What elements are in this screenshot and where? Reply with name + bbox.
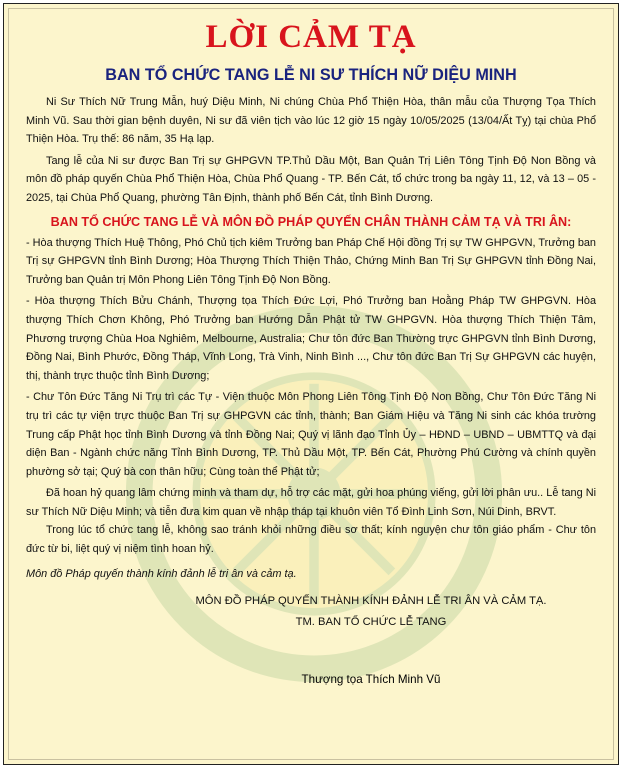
thanks-heading: BAN TỔ CHỨC TANG LỄ VÀ MÔN ĐỒ PHÁP QUYẾN CHÂN THÀNH CẢM TẠ VÀ TRI ÂN: [50, 214, 572, 229]
thanks-item-2: - Hòa thượng Thích Bửu Chánh, Thượng tọa Thích Đức Lợi, Phó Trưởng ban Hoằng Pháp TW GHPGVN. Hòa thượng Thích Chơn Không, Phó Trưởng ban Hướng Dẫn Phật tử TW GHPGVN. Hòa thượng Thích Thiện Tâm, Phương trượng Chùa Hoa Nghiêm, Melbourne, Australia; Chư tôn đức Ban Thường trực GHPGVN tỉnh Bình Dương, Đồng Nai, Bình Phước, Đồng Tháp, Vĩnh Long, Trà Vinh, Ninh Bình ..., Chư tôn đức Ban Trị Sự GHPGVN các huyện, thị, thành trực thuộc tỉnh Bình Dương; [26, 295, 596, 382]
obituary-notice [3, 3, 619, 765]
signature-block [146, 591, 596, 633]
closing-paragraph-2: Trong lúc tổ chức tang lễ, không sao tránh khỏi những điều sơ thất; kính nguyện chư tôn giáo phẩm - Chư tôn đức từ bi, liệt quý vị niệm tình hoan hỷ. [26, 524, 596, 556]
closing-paragraph-1: Đã hoan hỷ quang lâm chứng minh và tham dự, hỗ trợ các mặt, gửi hoa phúng viếng, gửi lời phân ưu.. Lễ tang Ni sư Thích Nữ Diệu Minh; và tiễn đưa kim quan về nhập tháp tại khuôn viên Tổ Đình Linh Sơn, Núi Dinh, BRVT. [26, 487, 596, 518]
intro-paragraph-2: Tang lễ của Ni sư được Ban Trị sự GHPGVN TP.Thủ Dầu Một, Ban Quản Trị Liên Tông Tịnh Độ Non Bồng và môn đồ pháp quyến Chùa Phổ Thiện Hòa, Chùa Phổ Quang - TP. Bến Cát, tổ chức trong ba ngày 11, 12, và 13 – 05 - 2025, tại Chùa Phổ Quang, phường Tân Định, thành phố Bến Cát, tỉnh Bình Dương. [26, 154, 596, 204]
intro-paragraph-1: Ni Sư Thích Nữ Trung Mẫn, huý Diệu Minh, Ni chúng Chùa Phổ Thiện Hòa, thân mẫu của Thượng Tọa Thích Minh Vũ. Sau thời gian bệnh duyên, Ni sư đã viên tịch vào lúc 12 giờ 15 ngày 10/05/2025 (13/04/Ất Tỵ) tại chùa Phổ Thiện Hòa. Trụ thế: 86 năm, 35 Hạ lạp. [26, 96, 596, 146]
notice-content [26, 4, 596, 686]
signature-line-2: TM. BAN TỔ CHỨC LỄ TANG [295, 616, 447, 629]
organizing-committee-heading: BAN TỔ CHỨC TANG LỄ NI SƯ THÍCH NỮ DIỆU MINH [105, 66, 517, 84]
thanks-item-3: - Chư Tôn Đức Tăng Ni Trụ trì các Tự - Viện thuộc Môn Phong Liên Tông Tịnh Độ Non Bồng, Chư Tôn Đức Tăng Ni trụ trì các tự viện trực thuộc Ban Trị sự GHPGVN các tỉnh, thành; Ban Giám Hiệu và Tăng Ni sinh các khóa trường Trung cấp Phật học tỉnh Bình Dương và tỉnh Đồng Nai; Quý vị lãnh đạo Tỉnh Ủy – HĐND – UBND – UBMTTQ và đại diện Ban - Ngành chức năng Tỉnh Bình Dương, TP. Thủ Dầu Một, TP. Bến Cát, Phường Phú Cường và chính quyền phường sở tại; Quý bà con thân hữu; Cùng toàn thể Phật tử; [26, 391, 596, 478]
thanks-item-1: - Hòa thượng Thích Huệ Thông, Phó Chủ tịch kiêm Trưởng ban Pháp Chế Hội đồng Trị sự TW GHPGVN, Trưởng ban Trị sự GHPGVN tỉnh Bình Dương; Hòa Thượng Thích Thiện Thảo, Chứng Minh Ban Trị Sự GHPGVN tỉnh Đồng Nai, Trưởng ban Quản trị Môn Phong Liên Tông Tịnh Độ Non Bồng. [26, 236, 596, 286]
signature-line-1: MÔN ĐỒ PHÁP QUYẾN THÀNH KÍNH ĐẢNH LỄ TRI ÂN VÀ CẢM TẠ. [195, 595, 547, 608]
notice-title: LỜI CẢM TẠ [205, 19, 417, 55]
signer-name: Thượng tọa Thích Minh Vũ [301, 673, 441, 687]
italic-gratitude-note: Môn đồ Pháp quyến thành kính đảnh lễ tri ân và cảm tạ. [26, 567, 297, 580]
